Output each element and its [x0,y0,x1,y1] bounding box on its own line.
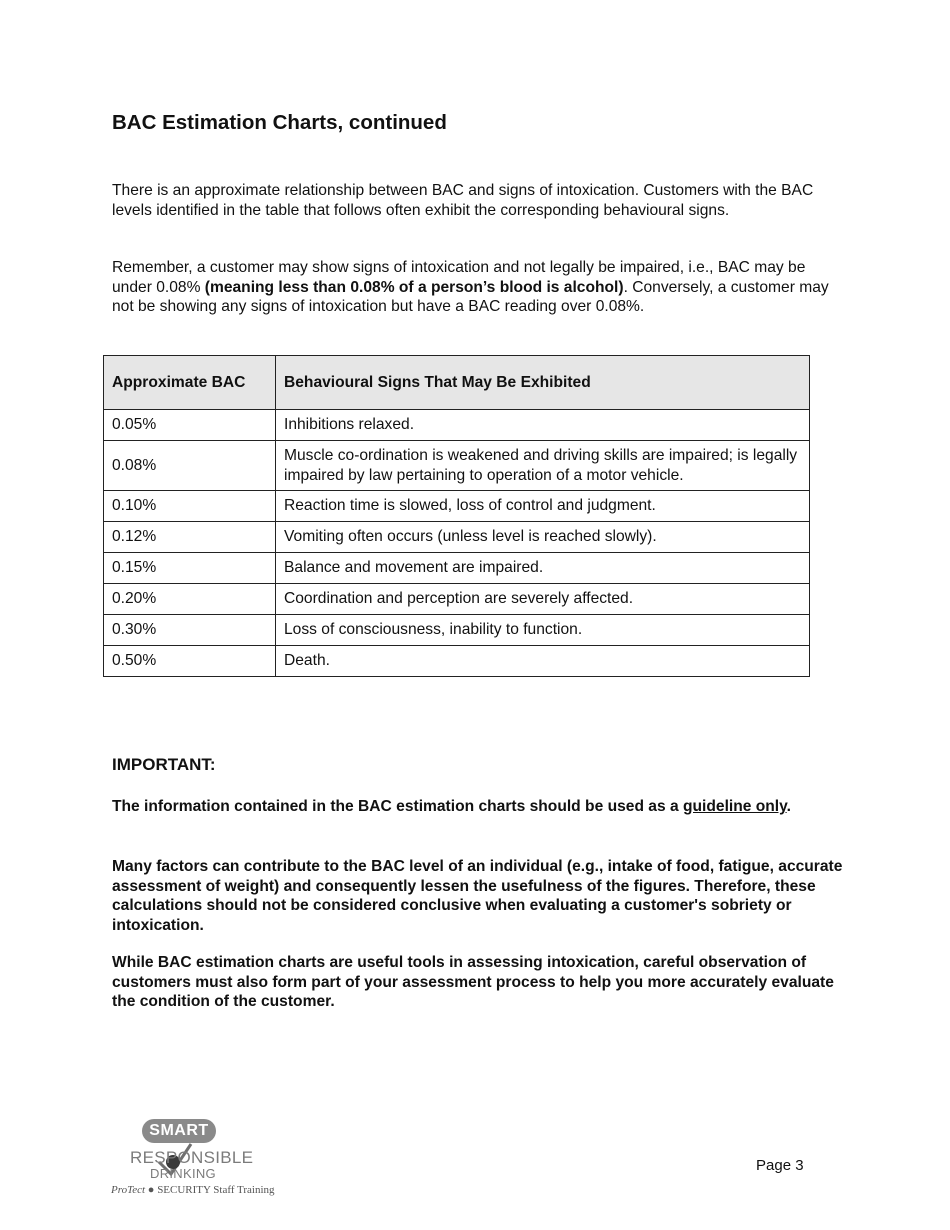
behaviour-sign: Death. [276,646,810,677]
globe-icon: ● [147,1184,155,1196]
table-row [104,615,810,646]
intro-paragraph-1: There is an approximate relationship between BAC and signs of intoxication. Customers with the BAC levels identified in the table that follows often exhibit the corresponding behavioural signs. [112,182,814,219]
important-paragraph-1 [112,797,852,817]
important-p1-start: The information contained in the BAC estimation charts should be used as a [112,798,683,815]
behaviour-sign: Reaction time is slowed, loss of control and judgment. [276,491,810,522]
intro-paragraph-2 [112,258,842,317]
behaviour-sign: Muscle co-ordination is weakened and driving skills are impaired; is legally impaired by law pertaining to operation of a motor vehicle. [276,441,810,491]
logo-tagline [111,1184,275,1196]
logo-tag-italic: ProTect [111,1184,146,1196]
logo-tag-rest: SECURITY Staff Training [157,1184,275,1196]
behaviour-sign: Inhibitions relaxed. [276,410,810,441]
behaviour-sign: Coordination and perception are severely affected. [276,584,810,615]
important-heading: IMPORTANT: [112,755,216,774]
behaviour-sign: Balance and movement are impaired. [276,553,810,584]
logo-badge: SMART [142,1119,216,1143]
bac-value: 0.15% [104,553,276,584]
important-paragraph-2: Many factors can contribute to the BAC level of an individual (e.g., intake of food, fatigue, accurate assessment of weight) and consequently lessen the usefulness of the figures. Therefore, these calculations should not be considered conclusive when evaluating a customer's sobriety or intoxication. [112,858,843,934]
logo-drinking: DRINKING [150,1166,216,1181]
table-row [104,646,810,677]
table-row [104,584,810,615]
behaviour-sign: Loss of consciousness, inability to function. [276,615,810,646]
important-paragraph-3: While BAC estimation charts are useful tools in assessing intoxication, careful observation of customers must also form part of your assessment process to help you more accurately evaluate the condition of the customer. [112,954,834,1010]
page-title: BAC Estimation Charts, continued [112,111,447,134]
bac-value: 0.05% [104,410,276,441]
smart-responsible-drinking-logo [110,1118,300,1202]
intro-p2-end: . Conversely, a customer may not be showing any signs of intoxication but have a BAC reading over 0.08%. [112,278,829,315]
bac-value: 0.30% [104,615,276,646]
header-behavioural-signs: Behavioural Signs That May Be Exhibited [276,356,810,410]
bac-value: 0.20% [104,584,276,615]
table-row [104,553,810,584]
bac-value: 0.10% [104,491,276,522]
table-header-row [104,356,810,410]
behaviour-sign: Vomiting often occurs (unless level is reached slowly). [276,522,810,553]
bac-value: 0.50% [104,646,276,677]
intro-p2-bold: (meaning less than 0.08% of a person’s blood is alcohol) [204,278,624,296]
header-approx-bac: Approximate BAC [104,356,276,410]
important-p1-underline: guideline only [682,798,787,815]
bac-value: 0.08% [104,441,276,491]
table-row [104,410,810,441]
table-row [104,522,810,553]
page-number: Page 3 [756,1157,804,1174]
bac-value: 0.12% [104,522,276,553]
bac-table [103,355,810,677]
logo-responsible: RESPONSIBLE [130,1148,254,1167]
table-row [104,491,810,522]
table-row [104,441,810,491]
intro-p2-start: Remember, a customer may show signs of intoxication and not legally be impaired, i.e., BAC may be under 0.08% [112,259,806,296]
important-p1-end: . [786,798,792,815]
